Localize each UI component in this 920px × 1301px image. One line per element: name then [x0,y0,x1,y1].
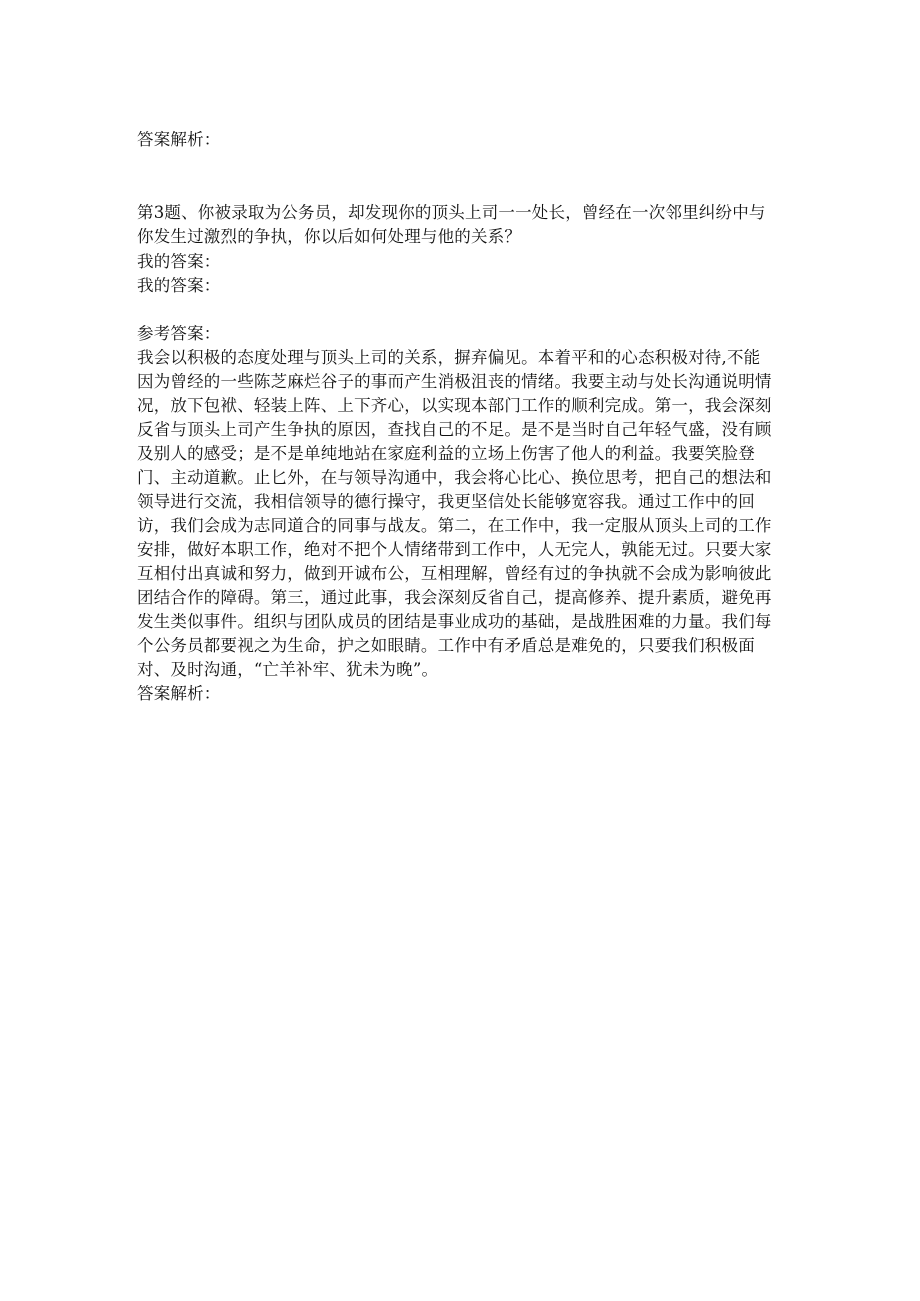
question-text [137,201,766,249]
my-answer-label: 我的答案： [137,276,221,295]
reference-answer-line: 访，我们会成为志同道合的同事与战友。第二，在工作中，我一定服从顶头上司的工作 [137,516,772,535]
reference-answer-line: 及别人的感受；是不是单纯地站在家庭利益的立场上伤害了他人的利益。我要笑脸登 [137,444,755,463]
answer-analysis-label-top: 答案解析： [137,130,221,149]
reference-answer-line: 团结合作的障碍。第三，通过此事，我会深刻反省自己，提高修养、提升素质，避免再 [137,588,772,607]
reference-answer-line: 安排，做好本职工作，绝对不把个人情绪带到工作中，人无完人，孰能无过。只要大家 [137,540,772,559]
reference-answer-line: 对、及时沟通，“亡羊补牢、犹未为晚”。 [137,660,439,679]
my-answer-label: 我的答案： [137,252,221,271]
reference-answer-line: 互相付出真诚和努力，做到开诚布公，互相理解，曾经有过的争执就不会成为影响彼此 [137,564,772,583]
reference-answer-line: 发生类似事件。组织与团队成员的团结是事业成功的基础，是战胜困难的力量。我们每 [137,612,772,631]
reference-answer-line: 领导进行交流，我相信领导的德行操守，我更坚信处长能够宽容我。通过工作中的回 [137,492,755,511]
reference-answer-text [137,346,772,682]
reference-answer-label: 参考答案： [137,324,221,343]
reference-answer-line: 门、主动道歉。止匕外，在与领导沟通中，我会将心比心、换位思考，把自己的想法和 [137,468,772,487]
answer-analysis-label-bottom: 答案解析： [137,684,221,703]
reference-answer-line: 个公务员都要视之为生命，护之如眼睛。工作中有矛盾总是难免的，只要我们积极面 [137,636,755,655]
reference-answer-line: 反省与顶头上司产生争执的原因，查找自己的不足。是不是当时自己年轻气盛，没有顾 [137,420,772,439]
question-line: 你发生过激烈的争执，你以后如何处理与他的关系？ [137,227,522,246]
reference-answer-line: 因为曾经的一些陈芝麻烂谷子的事而产生消极沮丧的情绪。我要主动与处长沟通说明情 [137,372,772,391]
reference-answer-line: 况，放下包袱、轻装上阵、上下齐心，以实现本部门工作的顺利完成。第一，我会深刻 [137,396,772,415]
reference-answer-line: 我会以积极的态度处理与顶头上司的关系，摒弃偏见。本着平和的心态积极对待,不能 [137,348,761,367]
question-line: 第3题、你被录取为公务员，却发现你的顶头上司一一处长，曾经在一次邻里纠纷中与 [137,203,766,222]
